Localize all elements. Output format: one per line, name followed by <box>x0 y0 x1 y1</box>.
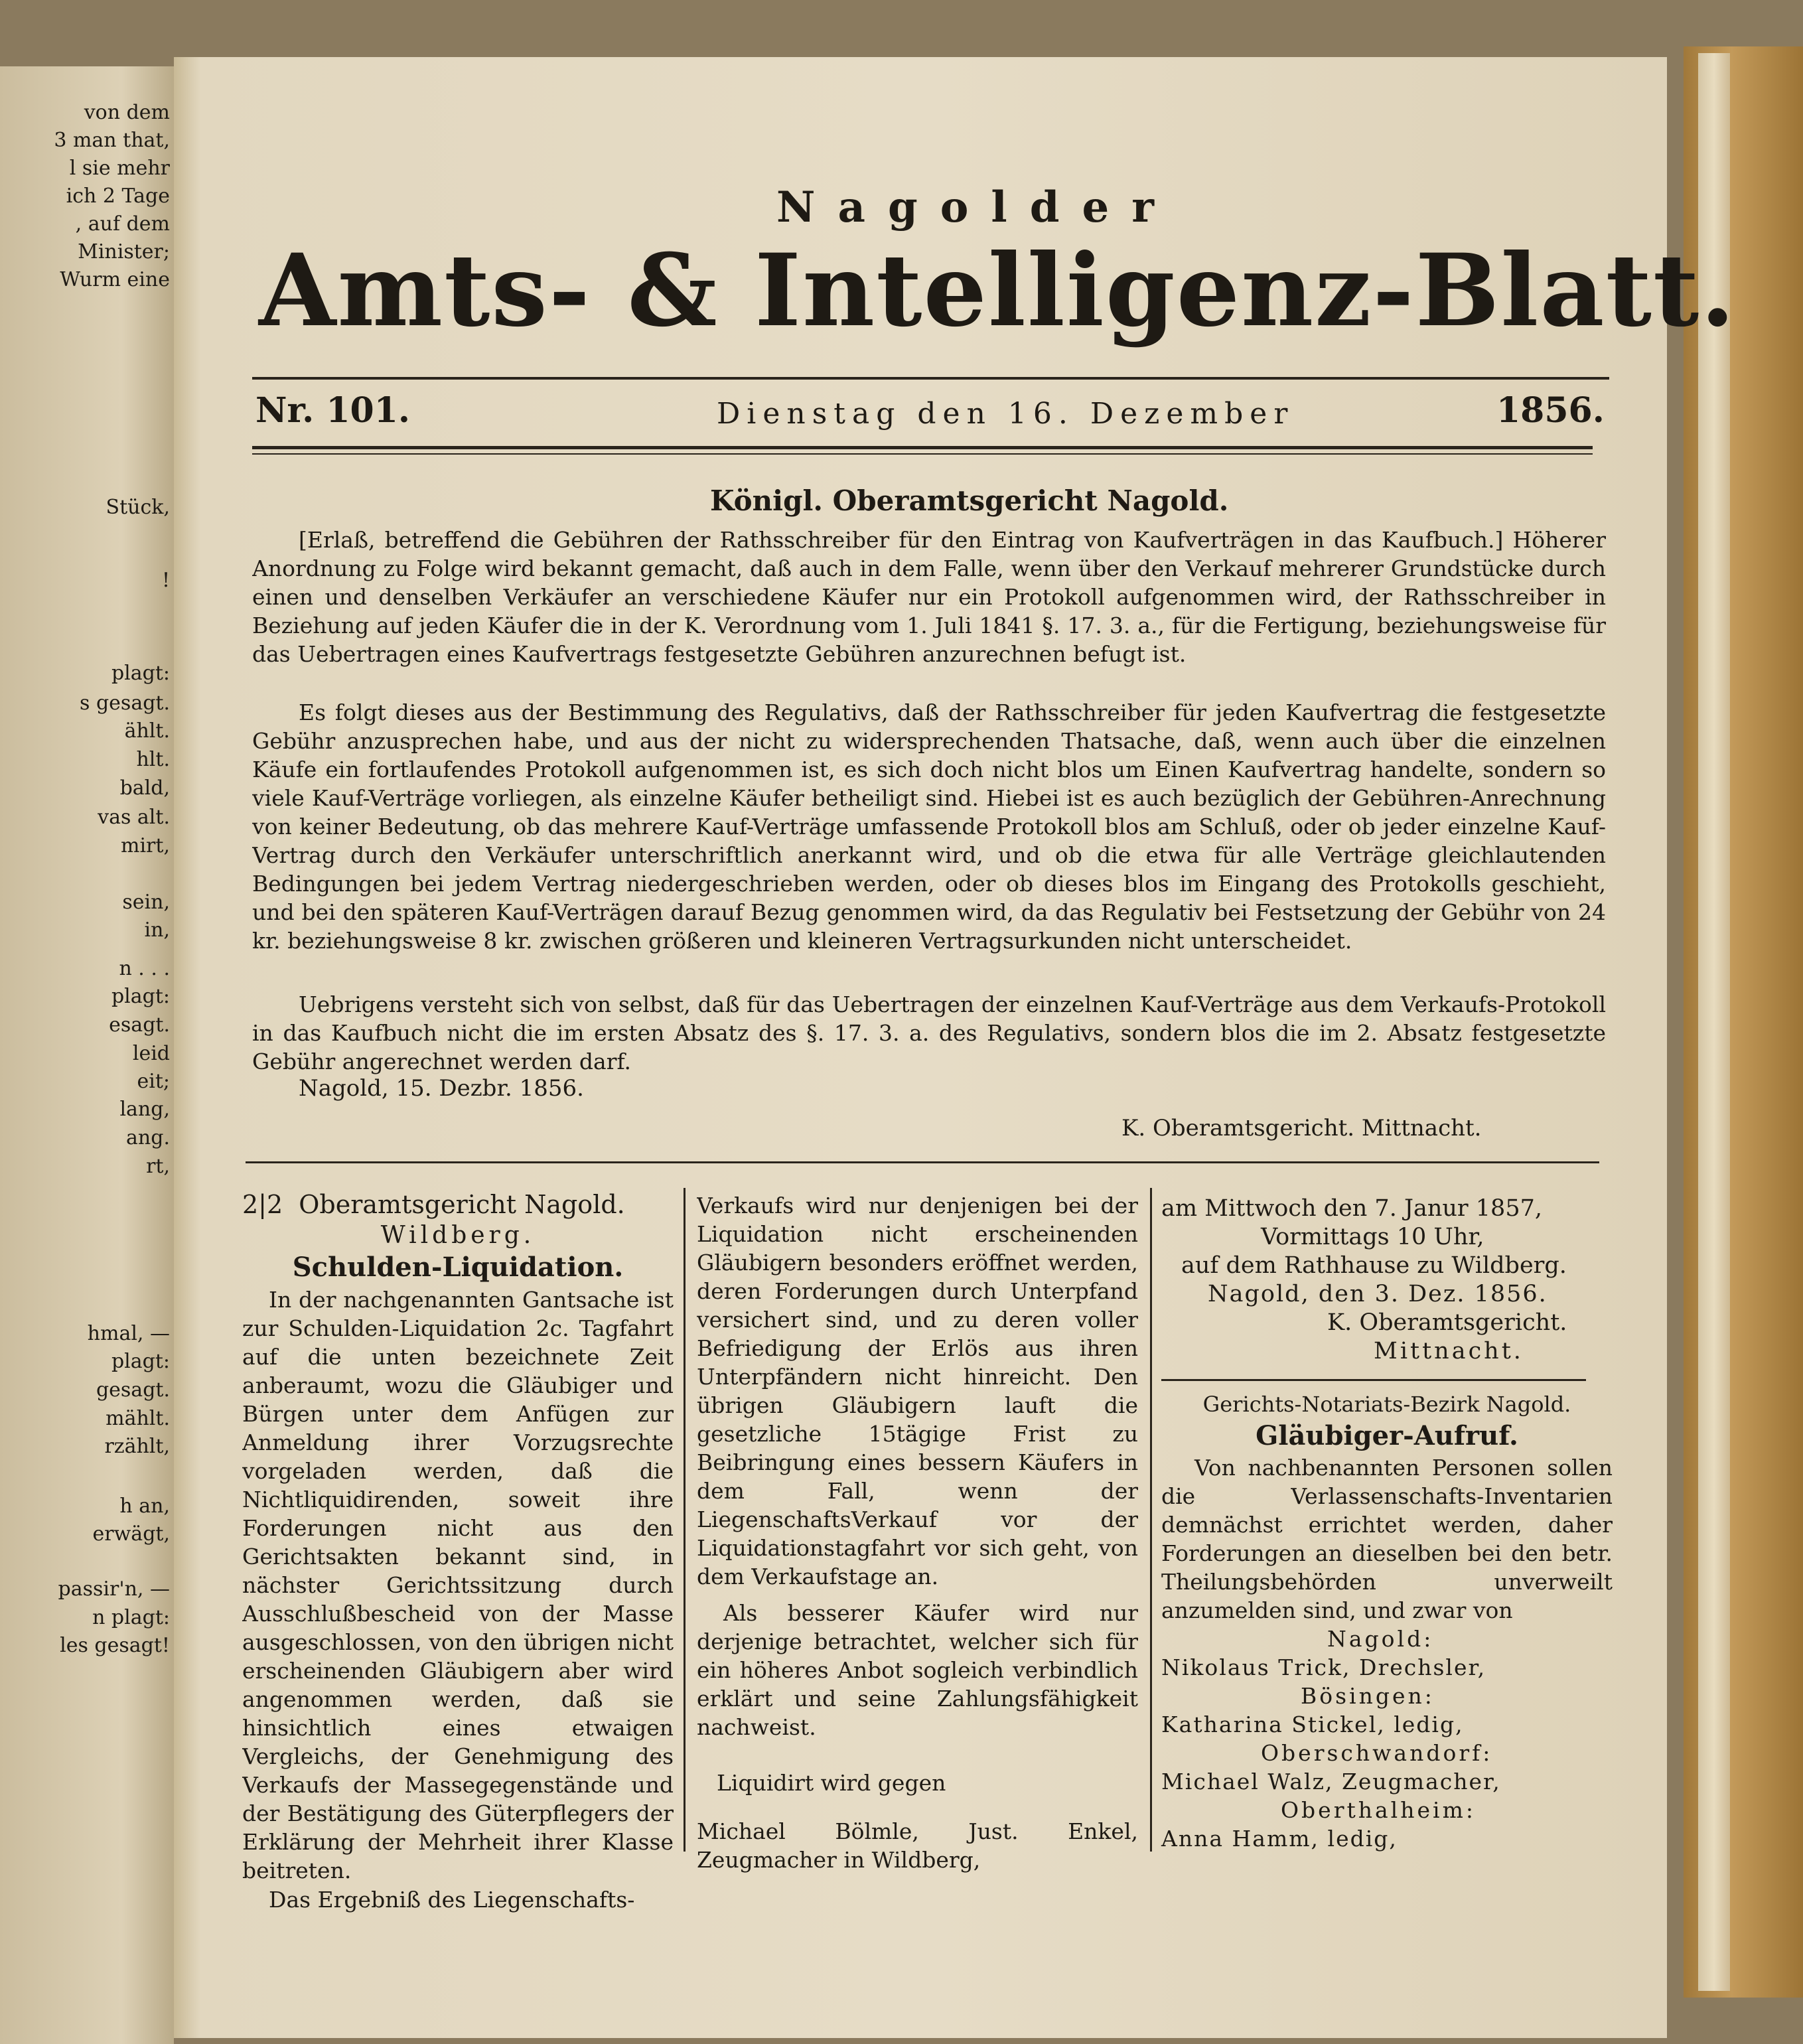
left-page-fragment: s gesagt. <box>80 692 170 715</box>
notice-place-date: Nagold, 15. Dezbr. 1856. <box>299 1075 584 1102</box>
court-heading: Oberamtsgericht Nagold. <box>299 1190 625 1219</box>
notice-heading: Königl. Oberamtsgericht Nagold. <box>710 484 1229 517</box>
meeting-place: auf dem Rathhause zu Wildberg. <box>1181 1252 1567 1279</box>
creditor-call-title: Gläubiger-Aufruf. <box>1256 1420 1518 1451</box>
left-page-fragment: erwägt, <box>92 1522 170 1546</box>
left-page-fragment: rt, <box>146 1155 170 1178</box>
left-page-fragment: rzählt, <box>104 1435 170 1458</box>
notice-number: 2|2 <box>242 1190 283 1219</box>
left-page-fragment: vas alt. <box>98 806 170 829</box>
left-page-fragment: gesagt. <box>96 1378 170 1402</box>
liquidation-text: In der nachgenannten Gantsache ist zur Schulden-Liquidation 2c. Tagfahrt auf die unten bezeichnete Zeit anberaumt, wozu die Gläubiger und Bürgen unter dem Anfügen zur Anmeldung ihrer Vorzugsrechte vorgeladen werden, daß die Nichtliquidirenden, soweit ihre Forderungen nicht aus den Gerichtsakten bekannt sind, in nächster Gerichtssitzung durch Ausschlußbescheid von der Masse ausgeschlossen, von den übrigen nicht erscheinenden Gläubigern aber wird angenommen werden, daß sie hinsichtlich eines etwaigen Vergleichs, der Genehmigung des Verkaufs der Massegegenstände und der Bestätigung des Güterpflegers der Erklärung der Mehrheit ihrer Klasse beitreten. <box>242 1287 674 1883</box>
masthead-rule-bottom <box>252 446 1593 449</box>
entry-person-walz: Michael Walz, Zeugmacher, <box>1161 1769 1501 1794</box>
left-page-fragment: passir'n, — <box>58 1577 170 1601</box>
left-page-fragment: lang, <box>119 1098 170 1121</box>
col3-rule <box>1161 1379 1586 1381</box>
issue-year: 1856. <box>1496 390 1605 431</box>
left-page-fragment: h an, <box>119 1495 170 1518</box>
column-1 <box>242 1188 674 1914</box>
creditor-call-text: Von nachbenannten Personen sollen die Verlassenschafts-Inventarien demnächst errichtet werden, daher Forderungen an dieselben bei den betr. Theilungsbehörden unverweilt anzumelden sind, und zwar von <box>1161 1455 1613 1623</box>
left-page-fragment: plagt: <box>111 985 170 1008</box>
liquidation-title: Schulden-Liquidation. <box>292 1252 624 1283</box>
left-page-fragment: leid <box>132 1042 170 1065</box>
left-page-fragment: , auf dem <box>75 212 170 236</box>
masthead-title: Amts- & Intelligenz-Blatt. <box>259 232 1737 349</box>
left-page-fragment: von dem <box>84 101 170 124</box>
entry-place-oberschwandorf: Oberschwandorf: <box>1261 1740 1493 1766</box>
meeting-time: Vormittags 10 Uhr, <box>1261 1224 1484 1250</box>
left-page-fragment: in, <box>144 918 170 942</box>
left-page-fragment: sein, <box>122 891 170 914</box>
section-rule <box>246 1161 1599 1163</box>
meeting-date: am Mittwoch den 7. Janur 1857, <box>1161 1195 1542 1222</box>
col3-court: K. Oberamtsgericht. <box>1327 1309 1567 1336</box>
left-page-fragment: l sie mehr <box>69 157 170 180</box>
notary-heading: Gerichts-Notariats-Bezirk Nagold. <box>1202 1392 1571 1417</box>
left-page-fragment: Minister; <box>78 240 170 263</box>
left-page-fragment: ! <box>161 569 170 592</box>
left-page-fragment: ählt. <box>124 719 170 743</box>
left-page-fragment: Stück, <box>106 496 170 519</box>
liquidated-against: Liquidirt wird gegen <box>717 1770 946 1796</box>
sale-text: Verkaufs wird nur denjenigen bei der Liquidation nicht erscheinenden Gläubigern besonders eröffnet werden, deren Forderungen durch Unterpfand versichert sind, und zu deren voller Befriedigung der Erlös aus ihren Unterpfändern nicht hinreicht. Den übrigen Gläubigern lauft die gesetzliche 15tägige Frist zu Beibringung eines bessern Käufers in dem Fall, wenn der LiegenschaftsVerkauf vor der Liquidationstagfahrt vor sich geht, von dem Verkaufstage an. <box>697 1193 1138 1589</box>
left-page-fragment: esagt. <box>109 1013 170 1037</box>
left-page-fragment: hmal, — <box>87 1322 170 1345</box>
entry-place-nagold: Nagold: <box>1327 1626 1434 1652</box>
left-page-fragment: ich 2 Tage <box>66 184 170 208</box>
notice-paragraph-3: Uebrigens versteht sich von selbst, daß für das Uebertragen der einzelnen Kauf-Verträge aus dem Verkaufs-Protokoll in das Kaufbuch nicht die im ersten Absatz des §. 17. 3. a. des Regulativs, sondern blos die im 2. Absatz festgesetzte Gebühr angerechnet werden darf. <box>252 991 1606 1074</box>
left-page-fragment: ang. <box>126 1126 170 1149</box>
column-3 <box>1161 1195 1613 1853</box>
notice-signature: K. Oberamtsgericht. Mittnacht. <box>1121 1115 1482 1141</box>
court-place: Wildberg. <box>380 1222 536 1249</box>
left-page-fragment: plagt: <box>111 1350 170 1373</box>
left-page-fragment: n plagt: <box>92 1606 170 1629</box>
left-page <box>0 66 174 2044</box>
buyer-text: Als besserer Käufer wird nur derjenige betrachtet, welcher sich für ein höheres Anbot sogleich verbindlich erklärt und seine Zahlungsfähigkeit nachweist. <box>697 1600 1138 1740</box>
left-page-fragment: 3 man that, <box>54 129 170 152</box>
left-page-fragment: bald, <box>119 776 170 800</box>
liquidation-text-continued: Das Ergebniß des Liegenschafts- <box>269 1887 635 1913</box>
entry-person-stickel: Katharina Stickel, ledig, <box>1161 1712 1464 1737</box>
left-page-fragment: plagt: <box>111 662 170 685</box>
masthead-rule-bottom-thin <box>252 453 1593 455</box>
left-page-fragment: hlt. <box>136 748 170 771</box>
entry-place-oberthalheim: Oberthalheim: <box>1281 1797 1476 1823</box>
column-2 <box>697 1191 1138 1874</box>
debtor-name: Michael Bölmle, Just. Enkel, Zeugmacher in Wildberg, <box>697 1818 1138 1873</box>
entry-person-trick: Nikolaus Trick, Drechsler, <box>1161 1654 1486 1680</box>
left-page-fragment: les gesagt! <box>60 1634 170 1657</box>
column-divider-2 <box>1150 1188 1152 1852</box>
col3-signature: Mittnacht. <box>1374 1338 1524 1364</box>
entry-person-hamm: Anna Hamm, ledig, <box>1161 1826 1398 1852</box>
issue-date: Dienstag den 16. Dezember <box>717 397 1295 431</box>
issue-number: Nr. 101. <box>255 390 411 431</box>
column-divider-1 <box>684 1188 685 1852</box>
masthead-rule-top <box>252 377 1609 380</box>
left-page-fragment: mählt. <box>106 1407 170 1430</box>
left-page-fragment: mirt, <box>121 834 170 857</box>
notice-paragraph-1: [Erlaß, betreffend die Gebühren der Rathsschreiber für den Eintrag von Kaufverträgen in das Kaufbuch.] Höherer Anordnung zu Folge wird bekannt gemacht, daß auch in dem Falle, wenn über den Verkauf mehrerer Grundstücke durch einen und denselben Verkäufer an verschiedene Käufer nur ein Protokoll aufgenommen wird, der Rathsschreiber in Beziehung auf jeden Käufer die in der K. Verordnung vom 1. Juli 1841 §. 17. 3. a., für die Fertigung, beziehungsweise für das Uebertragen eines Kaufvertrags festgesetzte Gebühren anzurechnen befugt ist. <box>252 527 1606 667</box>
masthead-town: Nagolder <box>776 183 1177 232</box>
entry-place-boesingen: Bösingen: <box>1301 1683 1435 1709</box>
left-page-fragment: eit; <box>137 1070 170 1093</box>
col3-place-date: Nagold, den 3. Dez. 1856. <box>1208 1281 1548 1307</box>
left-page-fragment: Wurm eine <box>60 268 170 291</box>
notice-paragraph-2: Es folgt dieses aus der Bestimmung des Regulativs, daß der Rathsschreiber für jeden Kaufvertrag die festgesetzte Gebühr anzusprechen habe, und aus der nicht zu widersprechenden Thatsache, daß, wenn auch über die einzelnen Käufe ein fortlaufendes Protokoll aufgenommen ist, es sich doch nicht blos um Einen Kaufvertrag handelte, sondern so viele Kauf-Verträge vorliegen, als einzelne Käufer betheiligt sind. Hiebei ist es auch bezüglich der Gebühren-Anrechnung von keiner Bedeutung, ob das mehrere Kauf-Verträge umfassende Protokoll blos am Schluß, oder ob jeder einzelne Kauf-Vertrag durch den Verkäufer unterschriftlich anerkannt wird, und ob die etwa für alle Verträge gleichlautenden Bedingungen bei jedem Vertrag niedergeschrieben werden, oder ob dieses blos im Eingang des Protokolls geschieht, und bei den späteren Kauf-Verträgen darauf Bezug genommen wird, da das Regulativ bei Festsetzung der Gebühr von 24 kr. beziehungsweise 8 kr. zwischen größeren und kleineren Vertragsurkunden nicht unterscheidet. <box>252 699 1606 954</box>
left-page-fragment: n . . . <box>119 957 170 980</box>
